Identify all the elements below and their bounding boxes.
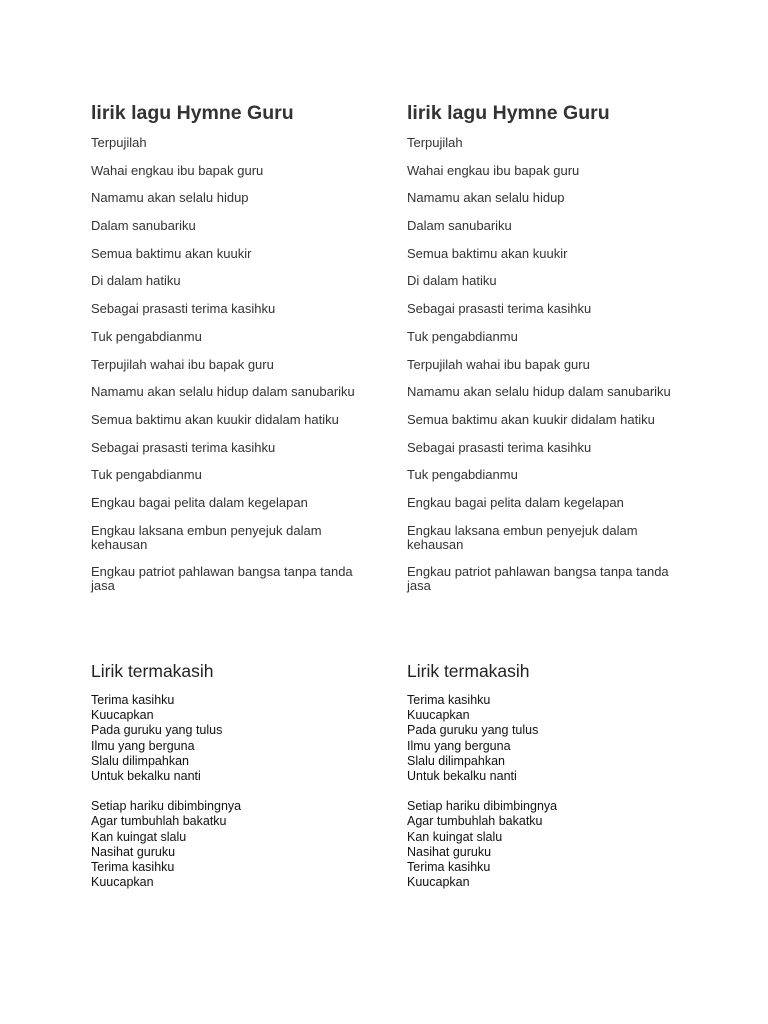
lyric-line: Untuk bekalku nanti xyxy=(407,769,517,784)
lyric-line: Semua baktimu akan kuukir didalam hatiku xyxy=(407,411,655,427)
lyric-line: Slalu dilimpahkan xyxy=(91,753,189,768)
lyric-line: Terpujilah wahai ibu bapak guru xyxy=(91,356,274,372)
lyric-line: Namamu akan selalu hidup dalam sanubariku xyxy=(91,384,355,400)
lyric-line: Engkau patriot pahlawan bangsa tanpa tanda jasa xyxy=(407,564,669,594)
stanza xyxy=(407,799,672,890)
lyric-line: Terpujilah xyxy=(91,135,147,150)
lyric-line: Engkau bagai pelita dalam kegelapan xyxy=(407,494,624,510)
lyric-line: Terima kasihku xyxy=(91,693,175,707)
lyric-line: Sebagai prasasti terima kasihku xyxy=(407,301,592,317)
hymn-lyrics xyxy=(407,136,672,593)
lyric-line: Nasihat guruku xyxy=(407,844,492,859)
lyric-line: Terpujilah xyxy=(407,135,463,150)
lyric-line: Kan kuingat slalu xyxy=(91,829,187,844)
lyric-line: Kuucapkan xyxy=(91,875,154,890)
lyric-line: Di dalam hatiku xyxy=(407,273,497,289)
hymn-column-right xyxy=(407,100,672,607)
lyric-line: Dalam sanubariku xyxy=(91,218,196,234)
lyric-line: Untuk bekalku nanti xyxy=(91,769,201,784)
hymn-title: lirik lagu Hymne Guru xyxy=(91,102,294,124)
lyric-line: Namamu akan selalu hidup dalam sanubariku xyxy=(407,384,671,400)
lyric-line: Pada guruku yang tulus xyxy=(91,723,223,738)
lyric-line: Kuucapkan xyxy=(407,875,470,890)
lyric-line: Terima kasihku xyxy=(407,693,491,707)
thanks-title: Lirik termakasih xyxy=(407,661,530,681)
lyric-line: Ilmu yang berguna xyxy=(407,738,511,753)
lyric-line: Sebagai prasasti terima kasihku xyxy=(407,439,592,455)
thanks-section-left xyxy=(91,658,356,905)
lyric-line: Kuucapkan xyxy=(91,708,154,723)
lyric-line: Namamu akan selalu hidup xyxy=(407,190,565,206)
lyric-line: Semua baktimu akan kuukir xyxy=(407,245,568,261)
lyric-line: Setiap hariku dibimbingnya xyxy=(91,799,242,814)
lyric-line: Wahai engkau ibu bapak guru xyxy=(407,162,580,178)
lyric-line: Wahai engkau ibu bapak guru xyxy=(91,162,264,178)
stanza xyxy=(91,693,356,784)
hymn-column-left xyxy=(91,100,356,607)
lyric-line: Di dalam hatiku xyxy=(91,273,181,289)
lyric-line: Nasihat guruku xyxy=(91,844,176,859)
hymn-title: lirik lagu Hymne Guru xyxy=(407,102,610,124)
lyric-line: Tuk pengabdianmu xyxy=(407,467,518,483)
stanza xyxy=(407,693,672,784)
lyric-line: Sebagai prasasti terima kasihku xyxy=(91,439,276,455)
lyric-line: Semua baktimu akan kuukir xyxy=(91,245,252,261)
lyric-line: Tuk pengabdianmu xyxy=(91,467,202,483)
lyric-line: Ilmu yang berguna xyxy=(91,738,195,753)
hymn-lyrics xyxy=(91,136,356,593)
lyric-line: Namamu akan selalu hidup xyxy=(91,190,249,206)
stanza xyxy=(91,799,356,890)
lyric-line: Slalu dilimpahkan xyxy=(407,753,505,768)
lyric-line: Semua baktimu akan kuukir didalam hatiku xyxy=(91,411,339,427)
lyric-line: Tuk pengabdianmu xyxy=(407,328,518,344)
lyric-line: Agar tumbuhlah bakatku xyxy=(91,814,227,829)
lyric-line: Engkau laksana embun penyejuk dalam kehausan xyxy=(91,522,322,552)
lyric-line: Terima kasihku xyxy=(91,860,175,875)
lyric-line: Terima kasihku xyxy=(407,860,491,875)
lyric-line: Setiap hariku dibimbingnya xyxy=(407,799,558,814)
thanks-section-right xyxy=(407,658,672,905)
lyric-line: Sebagai prasasti terima kasihku xyxy=(91,301,276,317)
thanks-title: Lirik termakasih xyxy=(91,661,214,681)
lyric-line: Pada guruku yang tulus xyxy=(407,723,539,738)
lyric-line: Terpujilah wahai ibu bapak guru xyxy=(407,356,590,372)
lyric-line: Engkau patriot pahlawan bangsa tanpa tanda jasa xyxy=(91,564,353,594)
lyric-line: Tuk pengabdianmu xyxy=(91,328,202,344)
lyric-line: Kan kuingat slalu xyxy=(407,829,503,844)
lyric-line: Dalam sanubariku xyxy=(407,218,512,234)
lyric-line: Agar tumbuhlah bakatku xyxy=(407,814,543,829)
lyric-line: Engkau bagai pelita dalam kegelapan xyxy=(91,494,308,510)
lyric-line: Engkau laksana embun penyejuk dalam kehausan xyxy=(407,522,638,552)
lyric-line: Kuucapkan xyxy=(407,708,470,723)
